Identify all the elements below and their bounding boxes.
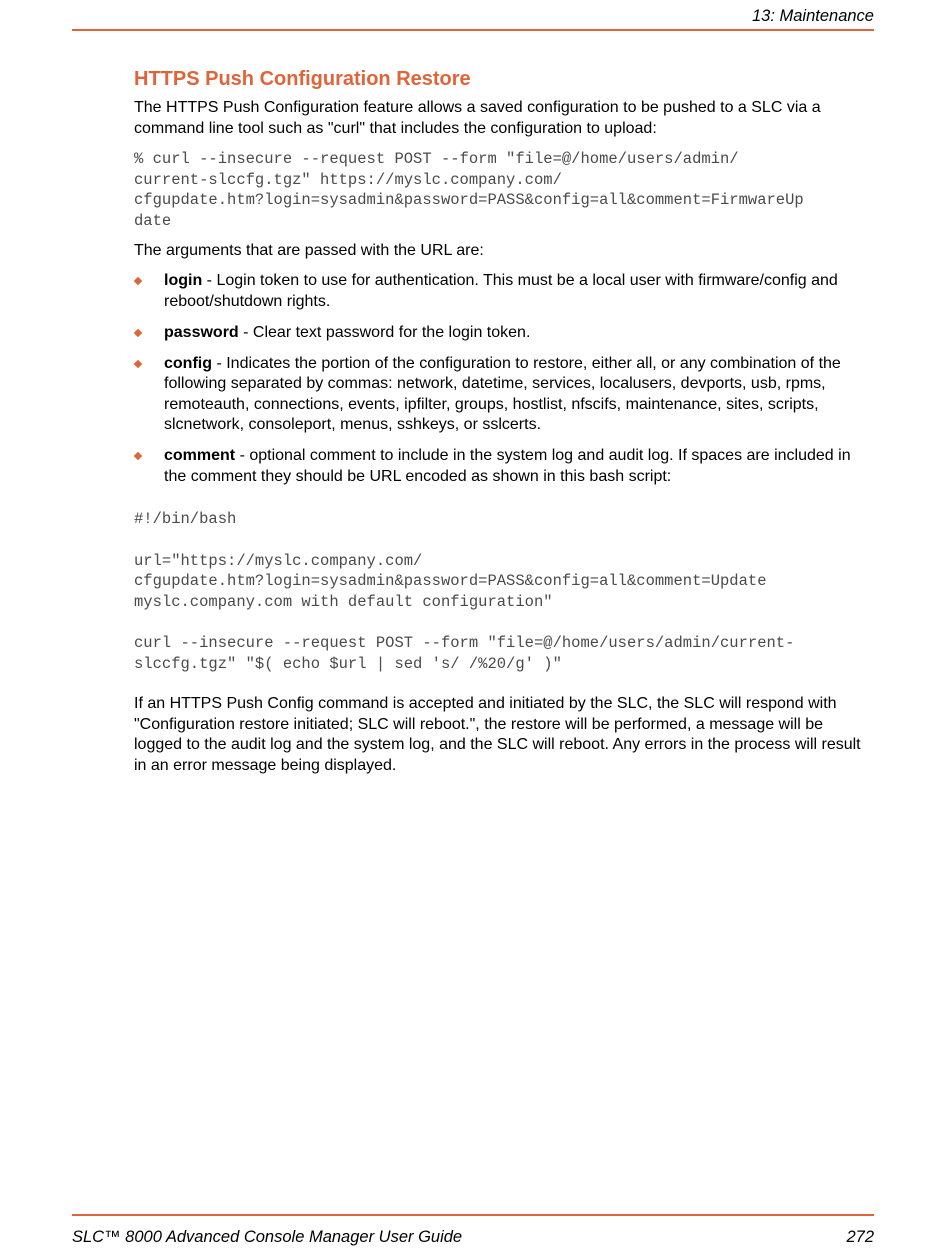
header-rule [72, 29, 874, 31]
diamond-bullet-icon [134, 360, 142, 368]
arguments-list [134, 271, 874, 487]
section-title: HTTPS Push Configuration Restore [134, 68, 471, 90]
curl-command-example: % curl --insecure --request POST --form "file=@/home/users/admin/ current-slccfg.tgz" https://myslc.company.com/ cfgupdate.htm?login=sysadmin&password=PASS&config=all&comment=FirmwareUp date [134, 150, 804, 230]
argument-description: - Clear text password for the login token. [238, 323, 531, 341]
argument-term: config [164, 354, 212, 372]
argument-term: comment [164, 447, 236, 465]
argument-description: - optional comment to include in the system log and audit log. If spaces are included in the comment they should be URL encoded as shown in this bash script: [164, 447, 851, 485]
diamond-bullet-icon [134, 277, 142, 285]
diamond-bullet-icon [134, 452, 142, 460]
list-item [134, 446, 874, 487]
running-header: 13: Maintenance [751, 7, 874, 25]
argument-term: login [164, 272, 203, 290]
argument-description: - Indicates the portion of the configuration to restore, either all, or any combination of the following separated by commas: network, datetime, services, localusers, devports, usb, rpms, remoteauth, connections, events, ipfilter, groups, hostlist, nfscifs, maintenance, sites, scripts, slcnetwork, consoleport, menus, sshkeys, or sslcerts. [164, 354, 841, 434]
footer-rule [72, 1214, 874, 1216]
list-item [134, 323, 874, 344]
list-item [134, 354, 874, 436]
guide-title: SLC™ 8000 Advanced Console Manager User Guide [72, 1228, 463, 1246]
argument-description: - Login token to use for authentication. This must be a local user with firmware/config and reboot/shutdown rights. [164, 272, 838, 310]
list-item [134, 271, 874, 312]
page-number: 272 [846, 1228, 874, 1246]
argument-term: password [164, 323, 239, 341]
diamond-bullet-icon [134, 329, 142, 337]
closing-paragraph: If an HTTPS Push Config command is accepted and initiated by the SLC, the SLC will respond with "Configuration restore initiated; SLC will reboot.", the restore will be performed, a message will be logged to the audit log and the system log, and the SLC will reboot. Any errors in the process will result in an error message being displayed. [134, 695, 861, 774]
intro-paragraph: The HTTPS Push Configuration feature allows a saved configuration to be pushed to a SLC via a command line tool such as "curl" that includes the configuration to upload: [134, 99, 821, 137]
page-content [134, 66, 874, 777]
arguments-intro: The arguments that are passed with the URL are: [134, 241, 484, 259]
bash-script-example: #!/bin/bash url="https://myslc.company.com/ cfgupdate.htm?login=sysadmin&password=PASS&config=all&comment=Update myslc.company.com with default configuration" curl --insecure --request POST --form "file=@/home/users/admin/current- slccfg.tgz" "$( echo $url | sed 's/ /%20/g' )" [134, 510, 795, 673]
